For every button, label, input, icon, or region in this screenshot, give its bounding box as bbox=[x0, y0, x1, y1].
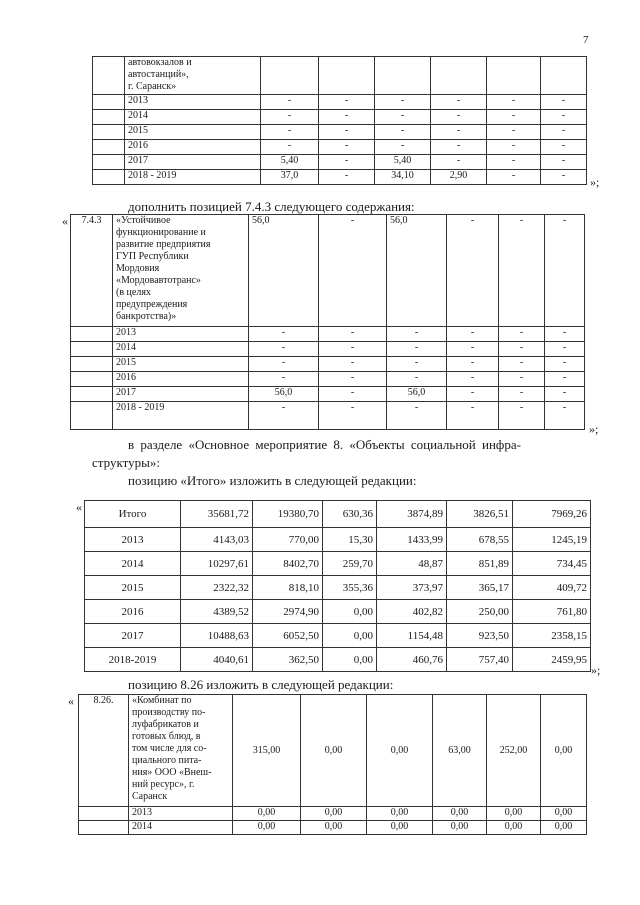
name-line: Саранск bbox=[132, 791, 168, 802]
value-cell: - bbox=[545, 342, 585, 357]
value-cell: - bbox=[387, 357, 447, 372]
value-cell: - bbox=[319, 327, 387, 342]
section-text-line-1: в разделе «Основное мероприятие 8. «Объекты социальной инфра- bbox=[128, 437, 521, 452]
value-cell: - bbox=[249, 402, 319, 430]
year-cell: 2017 bbox=[125, 155, 261, 170]
value-cell: 630,36 bbox=[323, 501, 377, 528]
value-cell: 37,0 bbox=[261, 170, 319, 185]
value-cell: 0,00 bbox=[487, 821, 541, 835]
table-row bbox=[79, 807, 587, 821]
value-cell: 373,97 bbox=[377, 576, 447, 600]
value-cell: - bbox=[541, 155, 587, 170]
value-cell: 0,00 bbox=[301, 807, 367, 821]
value-cell: - bbox=[375, 95, 431, 110]
value-cell: 1245,19 bbox=[513, 528, 591, 552]
value-cell: - bbox=[261, 140, 319, 155]
value-cell: 362,50 bbox=[253, 648, 323, 672]
value-cell: - bbox=[545, 372, 585, 387]
value-cell: 757,40 bbox=[447, 648, 513, 672]
value-cell: - bbox=[487, 110, 541, 125]
value-cell: 0,00 bbox=[323, 600, 377, 624]
value-cell: 851,89 bbox=[447, 552, 513, 576]
value-cell: - bbox=[319, 170, 375, 185]
year-cell: 2016 bbox=[113, 372, 249, 387]
value-cell: 0,00 bbox=[541, 821, 587, 835]
value-cell: 4040,61 bbox=[181, 648, 253, 672]
value-cell: - bbox=[375, 125, 431, 140]
closing-quote: »; bbox=[589, 422, 599, 436]
value-cell: 63,00 bbox=[433, 695, 487, 807]
value-cell: - bbox=[447, 387, 499, 402]
value-cell: 4389,52 bbox=[181, 600, 253, 624]
value-cell: - bbox=[487, 140, 541, 155]
value-cell: 0,00 bbox=[433, 807, 487, 821]
value-cell: 0,00 bbox=[367, 695, 433, 807]
value-cell: 35681,72 bbox=[181, 501, 253, 528]
value-cell: - bbox=[375, 140, 431, 155]
name-line: автостанций», bbox=[128, 69, 189, 80]
name-line: г. Саранск» bbox=[128, 81, 177, 92]
value-cell: - bbox=[541, 110, 587, 125]
value-cell: - bbox=[319, 342, 387, 357]
value-cell: 259,70 bbox=[323, 552, 377, 576]
value-cell: 818,10 bbox=[253, 576, 323, 600]
value-cell: 5,40 bbox=[261, 155, 319, 170]
row-label: Итого bbox=[85, 501, 181, 528]
value-cell: 2459,95 bbox=[513, 648, 591, 672]
value-cell: 0,00 bbox=[367, 807, 433, 821]
value-cell: - bbox=[387, 402, 447, 430]
value-cell: - bbox=[487, 125, 541, 140]
value-cell: - bbox=[319, 372, 387, 387]
year-cell: 2015 bbox=[125, 125, 261, 140]
value-cell: - bbox=[499, 215, 545, 327]
table-row bbox=[85, 648, 591, 672]
table-position-7-4-3 bbox=[70, 214, 585, 430]
table-itogo bbox=[84, 500, 591, 672]
value-cell: 4143,03 bbox=[181, 528, 253, 552]
name-line: функционирование и bbox=[116, 227, 206, 238]
name-line: «Устойчивое bbox=[116, 215, 171, 226]
closing-quote: »; bbox=[591, 663, 601, 677]
value-cell: - bbox=[319, 140, 375, 155]
value-cell: 0,00 bbox=[323, 624, 377, 648]
value-cell: 2322,32 bbox=[181, 576, 253, 600]
value-cell: - bbox=[545, 215, 585, 327]
year-cell: 2015 bbox=[113, 357, 249, 372]
value-cell: - bbox=[319, 155, 375, 170]
value-cell: 2974,90 bbox=[253, 600, 323, 624]
year-cell: 2017 bbox=[113, 387, 249, 402]
table-row bbox=[85, 624, 591, 648]
value-cell: 315,00 bbox=[233, 695, 301, 807]
year-cell: 2014 bbox=[125, 110, 261, 125]
value-cell: 355,36 bbox=[323, 576, 377, 600]
value-cell: - bbox=[431, 125, 487, 140]
year-cell: 2018 - 2019 bbox=[125, 170, 261, 185]
year-cell: 2013 bbox=[129, 807, 233, 821]
value-cell: 2,90 bbox=[431, 170, 487, 185]
opening-quote: « bbox=[62, 214, 68, 228]
name-line: развитие предприятия bbox=[116, 239, 211, 250]
name-line: ГУП Республики bbox=[116, 251, 189, 262]
position-number: 7.4.3 bbox=[71, 215, 113, 327]
value-cell: - bbox=[249, 327, 319, 342]
value-cell: 678,55 bbox=[447, 528, 513, 552]
value-cell: 56,0 bbox=[249, 215, 319, 327]
value-cell: 770,00 bbox=[253, 528, 323, 552]
value-cell: - bbox=[499, 327, 545, 342]
table-row bbox=[85, 552, 591, 576]
table-row bbox=[71, 342, 585, 357]
value-cell: - bbox=[319, 387, 387, 402]
value-cell: 0,00 bbox=[301, 695, 367, 807]
value-cell: - bbox=[545, 327, 585, 342]
closing-quote: »; bbox=[590, 175, 600, 189]
value-cell: - bbox=[447, 402, 499, 430]
value-cell: - bbox=[431, 95, 487, 110]
value-cell: 0,00 bbox=[233, 821, 301, 835]
table-row bbox=[85, 528, 591, 552]
value-cell: - bbox=[499, 342, 545, 357]
value-cell: - bbox=[319, 95, 375, 110]
name-line: производству по- bbox=[132, 707, 206, 718]
value-cell: - bbox=[447, 372, 499, 387]
value-cell: 0,00 bbox=[433, 821, 487, 835]
value-cell: 923,50 bbox=[447, 624, 513, 648]
value-cell: 0,00 bbox=[541, 807, 587, 821]
value-cell: 252,00 bbox=[487, 695, 541, 807]
value-cell: - bbox=[319, 125, 375, 140]
value-cell: 250,00 bbox=[447, 600, 513, 624]
table-row bbox=[85, 576, 591, 600]
value-cell: 3826,51 bbox=[447, 501, 513, 528]
value-cell: 734,45 bbox=[513, 552, 591, 576]
name-line: ний ресурс», г. bbox=[132, 779, 195, 790]
position-name-cell bbox=[129, 695, 233, 807]
value-cell: 0,00 bbox=[323, 648, 377, 672]
value-cell: 402,82 bbox=[377, 600, 447, 624]
year-cell: 2018 - 2019 bbox=[113, 402, 249, 430]
name-line: Мордовия bbox=[116, 263, 160, 274]
table-row bbox=[93, 170, 587, 185]
instruction-text: позицию «Итого» изложить в следующей редакции: bbox=[128, 473, 417, 488]
row-label: 2014 bbox=[85, 552, 181, 576]
value-cell: 56,0 bbox=[387, 215, 447, 327]
value-cell: 0,00 bbox=[233, 807, 301, 821]
value-cell: - bbox=[319, 357, 387, 372]
value-cell: 34,10 bbox=[375, 170, 431, 185]
value-cell: - bbox=[541, 125, 587, 140]
value-cell: - bbox=[447, 342, 499, 357]
table-row bbox=[85, 600, 591, 624]
value-cell: 1433,99 bbox=[377, 528, 447, 552]
value-cell: - bbox=[499, 387, 545, 402]
value-cell: 15,30 bbox=[323, 528, 377, 552]
instruction-text: позицию 8.26 изложить в следующей редакции: bbox=[128, 677, 394, 692]
value-cell: - bbox=[541, 95, 587, 110]
value-cell: - bbox=[447, 215, 499, 327]
value-cell: - bbox=[541, 170, 587, 185]
row-label: 2018-2019 bbox=[85, 648, 181, 672]
name-line: готовых блюд, в bbox=[132, 731, 201, 742]
table-row bbox=[93, 155, 587, 170]
value-cell: 56,0 bbox=[387, 387, 447, 402]
value-cell: 3874,89 bbox=[377, 501, 447, 528]
value-cell: 409,72 bbox=[513, 576, 591, 600]
value-cell: 8402,70 bbox=[253, 552, 323, 576]
table-row bbox=[93, 125, 587, 140]
value-cell: - bbox=[431, 155, 487, 170]
value-cell: - bbox=[545, 387, 585, 402]
value-cell: 10297,61 bbox=[181, 552, 253, 576]
position-number: 8.26. bbox=[79, 695, 129, 807]
year-cell: 2013 bbox=[113, 327, 249, 342]
value-cell: - bbox=[499, 402, 545, 430]
opening-quote: « bbox=[76, 500, 82, 514]
position-name-cell bbox=[113, 215, 249, 327]
value-cell: - bbox=[261, 95, 319, 110]
name-line: луфабрикатов и bbox=[132, 719, 199, 730]
table-position-7-4-2-continued bbox=[92, 56, 587, 185]
table-row bbox=[71, 372, 585, 387]
value-cell: - bbox=[431, 140, 487, 155]
instruction-text: дополнить позицией 7.4.3 следующего содержания: bbox=[128, 199, 415, 214]
table-row bbox=[79, 821, 587, 835]
value-cell: - bbox=[261, 125, 319, 140]
name-line: циального пита- bbox=[132, 755, 202, 766]
opening-quote: « bbox=[68, 694, 74, 708]
name-line: «Мордовавтотранс» bbox=[116, 275, 201, 286]
value-cell: - bbox=[431, 110, 487, 125]
value-cell: - bbox=[541, 140, 587, 155]
year-cell: 2014 bbox=[129, 821, 233, 835]
value-cell: - bbox=[375, 110, 431, 125]
value-cell: 10488,63 bbox=[181, 624, 253, 648]
value-cell: 0,00 bbox=[301, 821, 367, 835]
row-label: 2015 bbox=[85, 576, 181, 600]
page-number: 7 bbox=[583, 34, 589, 46]
value-cell: - bbox=[261, 110, 319, 125]
value-cell: - bbox=[447, 327, 499, 342]
value-cell: - bbox=[387, 342, 447, 357]
value-cell: 0,00 bbox=[541, 695, 587, 807]
table-row bbox=[71, 357, 585, 372]
value-cell: 365,17 bbox=[447, 576, 513, 600]
value-cell: - bbox=[249, 357, 319, 372]
name-line: «Комбинат по bbox=[132, 695, 192, 706]
table-row bbox=[71, 215, 585, 327]
value-cell: - bbox=[319, 110, 375, 125]
name-line: ния» ООО «Внеш- bbox=[132, 767, 212, 778]
position-name-cell bbox=[125, 57, 261, 95]
value-cell: 0,00 bbox=[487, 807, 541, 821]
value-cell: 6052,50 bbox=[253, 624, 323, 648]
table-row bbox=[93, 57, 587, 95]
value-cell: 2358,15 bbox=[513, 624, 591, 648]
value-cell: - bbox=[487, 155, 541, 170]
value-cell: - bbox=[387, 327, 447, 342]
table-row bbox=[71, 387, 585, 402]
year-cell: 2014 bbox=[113, 342, 249, 357]
row-label: 2016 bbox=[85, 600, 181, 624]
value-cell: - bbox=[487, 170, 541, 185]
table-row bbox=[71, 402, 585, 430]
value-cell: 7969,26 bbox=[513, 501, 591, 528]
value-cell: - bbox=[319, 402, 387, 430]
value-cell: - bbox=[387, 372, 447, 387]
table-row bbox=[93, 110, 587, 125]
name-line: автовокзалов и bbox=[128, 57, 192, 68]
value-cell: 761,80 bbox=[513, 600, 591, 624]
row-label: 2017 bbox=[85, 624, 181, 648]
value-cell: - bbox=[249, 342, 319, 357]
year-cell: 2013 bbox=[125, 95, 261, 110]
value-cell: 48,87 bbox=[377, 552, 447, 576]
value-cell: - bbox=[499, 372, 545, 387]
row-label: 2013 bbox=[85, 528, 181, 552]
name-line: предупреждения bbox=[116, 299, 188, 310]
value-cell: 5,40 bbox=[375, 155, 431, 170]
value-cell: 19380,70 bbox=[253, 501, 323, 528]
table-row bbox=[93, 140, 587, 155]
value-cell: - bbox=[447, 357, 499, 372]
table-row bbox=[85, 501, 591, 528]
value-cell: - bbox=[545, 357, 585, 372]
name-line: банкротства)» bbox=[116, 311, 177, 322]
table-row bbox=[71, 327, 585, 342]
table-row bbox=[79, 695, 587, 807]
value-cell: - bbox=[319, 215, 387, 327]
section-text-line-2: структуры»: bbox=[92, 455, 160, 470]
value-cell: - bbox=[249, 372, 319, 387]
year-cell: 2016 bbox=[125, 140, 261, 155]
table-position-8-26 bbox=[78, 694, 587, 835]
value-cell: 0,00 bbox=[367, 821, 433, 835]
value-cell: - bbox=[545, 402, 585, 430]
value-cell: 460,76 bbox=[377, 648, 447, 672]
value-cell: 1154,48 bbox=[377, 624, 447, 648]
value-cell: 56,0 bbox=[249, 387, 319, 402]
name-line: том числе для со- bbox=[132, 743, 207, 754]
value-cell: - bbox=[499, 357, 545, 372]
name-line: (в целях bbox=[116, 287, 151, 298]
table-row bbox=[93, 95, 587, 110]
value-cell: - bbox=[487, 95, 541, 110]
